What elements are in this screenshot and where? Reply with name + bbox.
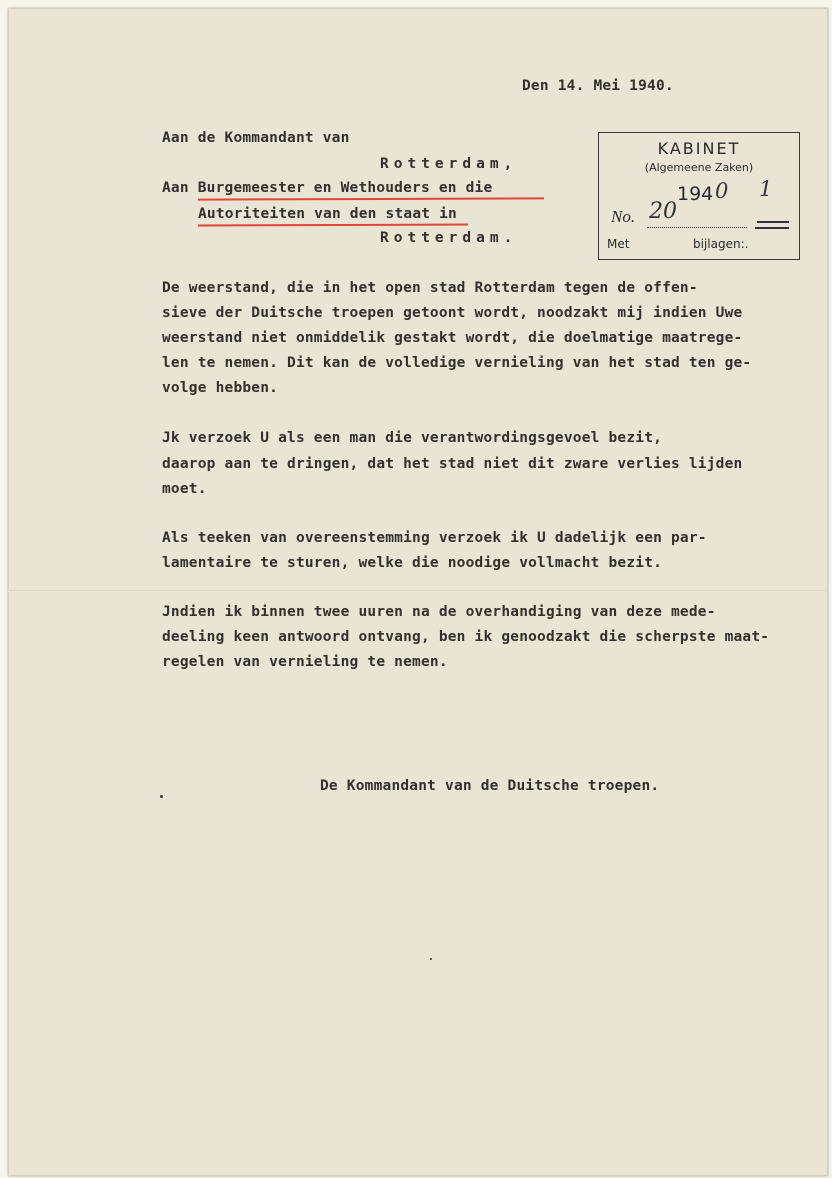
p2-line-2: daarop aan te dringen, dat het stad niet dit zware verlies lijden [162, 456, 743, 472]
stamp-bijlagen-label: bijlagen:. [693, 237, 749, 251]
ink-speck [430, 958, 432, 960]
p1-line-3: weerstand niet onmiddelik gestakt wordt, die doelmatige maatrege- [162, 330, 743, 346]
p3-line-2: lamentaire te sturen, welke die noodige vollmacht bezit. [162, 555, 663, 571]
stamp-dash-1 [757, 221, 789, 223]
address-line-1: Aan de Kommandant van [162, 130, 350, 146]
stamp-no-value: 20 [649, 199, 677, 224]
stamp-year [677, 183, 713, 205]
stamp-no-label: No. [611, 207, 636, 226]
p1-line-4: len te nemen. Dit kan de volledige vernieling van het stad ten ge- [162, 355, 752, 371]
p1-line-2: sieve der Duitsche troepen getoont wordt, noodzakt mij indien Uwe [162, 305, 743, 321]
p2-line-1: Jk verzoek U als een man die verantwordingsgevoel bezit, [162, 430, 663, 446]
stamp-hand-number: 1 [759, 177, 773, 201]
p1-line-1: De weerstand, die in het open stad Rotterdam tegen de offen- [162, 280, 698, 296]
kabinet-stamp [598, 132, 800, 260]
address-line-5: Rotterdam. [380, 230, 518, 246]
stamp-met-label: Met [607, 237, 630, 251]
letter-date: Den 14. Mei 1940. [522, 78, 674, 94]
address-line-2: Rotterdam, [380, 156, 518, 172]
p3-line-1: Als teeken van overeenstemming verzoek ik U dadelijk een par- [162, 530, 707, 546]
stamp-year-prefix: 194 [677, 183, 714, 205]
p1-line-5: volge hebben. [162, 380, 279, 396]
p4-line-2: deeling keen antwoord ontvang, ben ik genoodzakt die scherpste maat- [162, 629, 770, 645]
p4-line-1: Jndien ik binnen twee uuren na de overhandiging van deze mede- [162, 604, 716, 620]
stamp-year-hand-digit: 0 [715, 179, 729, 203]
p2-line-3: moet. [162, 481, 207, 497]
address-line-4: Autoriteiten van den staat in [198, 206, 457, 222]
letter-signature: De Kommandant van de Duitsche troepen. [320, 778, 660, 794]
stamp-dotted-line [647, 227, 747, 228]
stamp-subtitle: (Algemeene Zaken) [644, 161, 754, 174]
paper-fold [8, 590, 826, 592]
stamp-dash-2 [755, 227, 789, 229]
address-line-3: Aan Burgemeester en Wethouders en die [162, 180, 493, 196]
p4-line-3: regelen van vernieling te nemen. [162, 654, 448, 670]
stamp-title: KABINET [657, 139, 741, 158]
ink-speck [160, 795, 163, 798]
